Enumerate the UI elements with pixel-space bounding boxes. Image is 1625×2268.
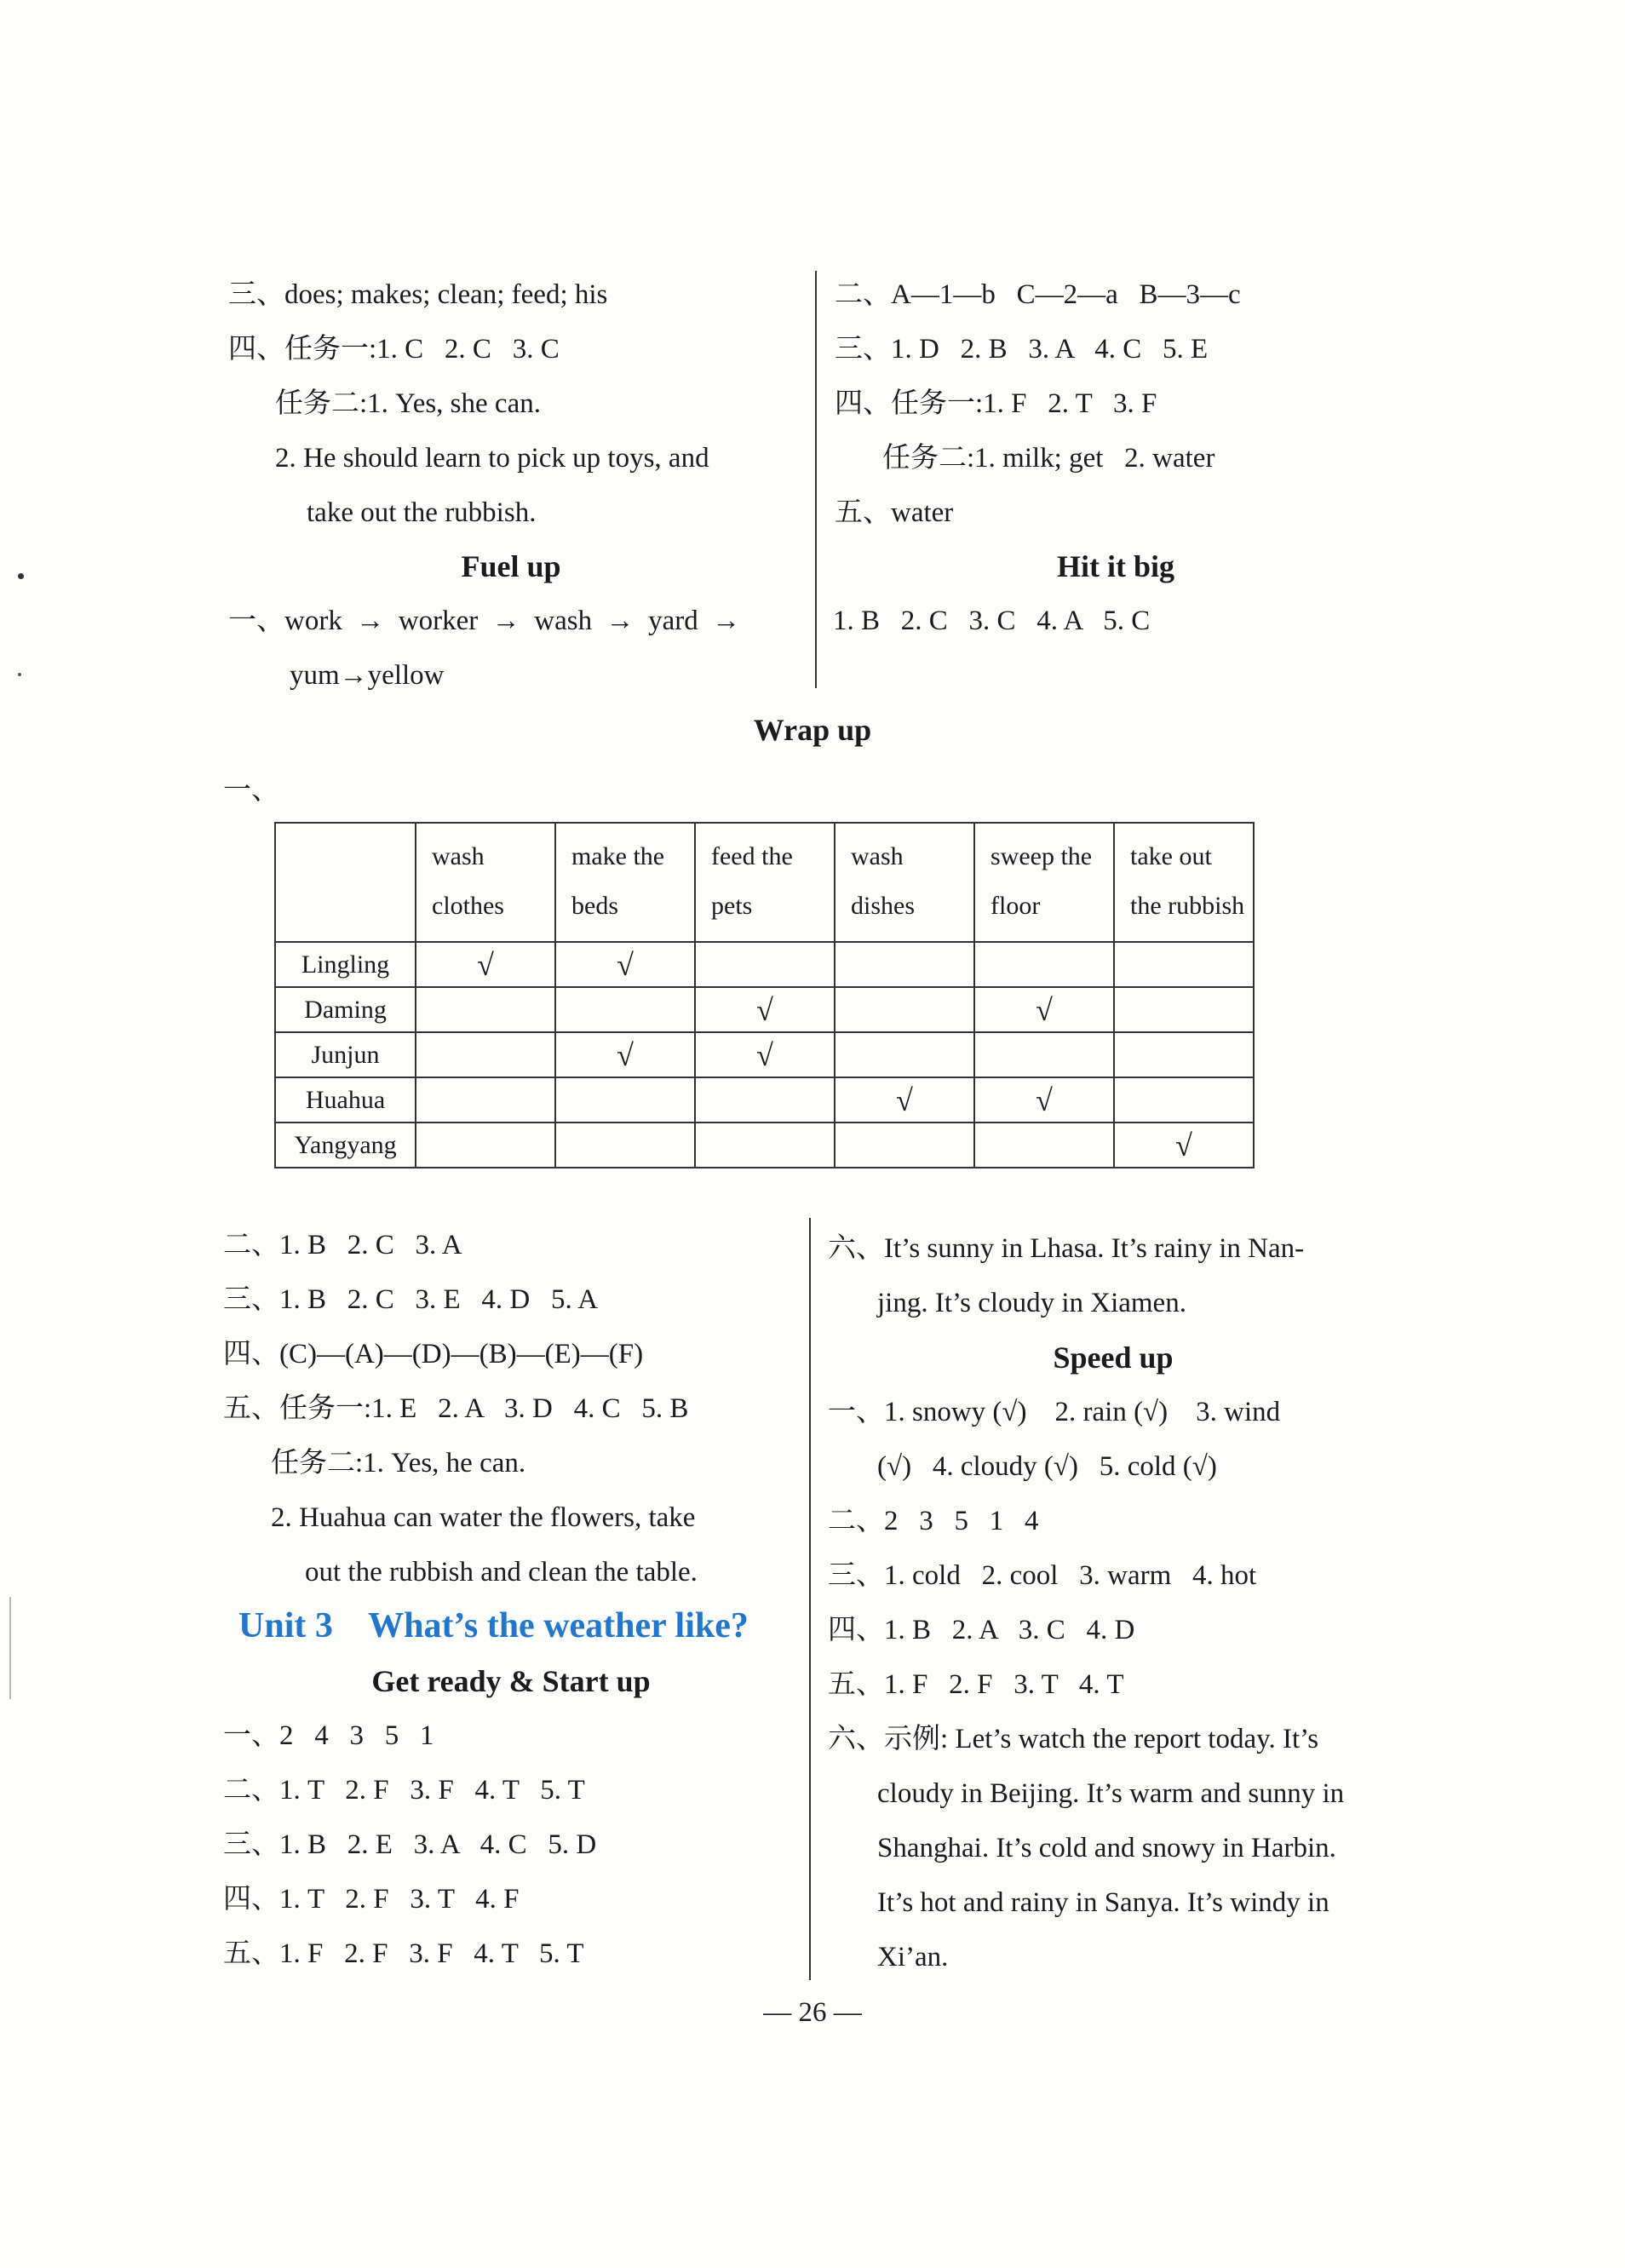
section-heading-get-ready: Get ready & Start up <box>371 1664 651 1698</box>
table-row <box>275 942 1254 987</box>
check-mark-icon: √ <box>896 1082 913 1117</box>
check-cell <box>555 1077 695 1123</box>
answer-line: 三、1. cold 2. cool 3. warm 4. hot <box>828 1560 1257 1591</box>
table-header-row <box>275 823 1254 942</box>
section-heading-hit-it-big: Hit it big <box>1056 549 1174 583</box>
column-divider <box>809 1218 811 1980</box>
page-number: — 26 — <box>763 1997 862 2028</box>
answer-line: 四、任务一:1. C 2. C 3. C <box>228 334 560 365</box>
check-mark-icon: √ <box>756 992 773 1027</box>
check-cell <box>416 942 555 987</box>
check-mark-icon: √ <box>1036 992 1053 1027</box>
check-cell <box>695 1123 835 1168</box>
check-cell <box>555 1032 695 1077</box>
check-cell <box>974 1123 1114 1168</box>
row-name-cell: Junjun <box>275 1032 416 1077</box>
answer-line: 三、does; makes; clean; feed; his <box>228 279 608 310</box>
answer-line: 一、work → worker → wash → yard → <box>228 606 741 636</box>
check-cell <box>1114 987 1254 1032</box>
answer-line: 三、1. D 2. B 3. A 4. C 5. E <box>835 334 1209 365</box>
table-row <box>275 987 1254 1032</box>
answer-line: 二、A—1—b C—2—a B—3—c <box>835 279 1241 310</box>
answer-line: 二、2 3 5 1 4 <box>828 1506 1039 1536</box>
answer-line: 六、示例: Let’s watch the report today. It’s <box>828 1724 1319 1754</box>
answer-line: 一、1. snowy (√) 2. rain (√) 3. wind <box>828 1397 1281 1427</box>
header-blank-cell <box>275 823 416 942</box>
answer-line: yum→yellow <box>290 660 445 691</box>
check-cell <box>555 942 695 987</box>
answer-line: Shanghai. It’s cold and snowy in Harbin. <box>877 1833 1336 1863</box>
check-cell <box>695 1032 835 1077</box>
check-cell <box>416 987 555 1032</box>
answer-line: 1. B 2. C 3. C 4. A 5. C <box>833 606 1151 636</box>
header-cell: sweep the floor <box>974 823 1114 942</box>
unit-title: Unit 3 What’s the weather like? <box>238 1606 749 1645</box>
answer-line: take out the rubbish. <box>307 497 537 528</box>
chores-table <box>274 822 1255 1168</box>
answer-line: 三、1. B 2. C 3. E 4. D 5. A <box>223 1284 599 1315</box>
header-cell: take out the rubbish <box>1114 823 1254 942</box>
check-cell <box>835 1032 974 1077</box>
answer-line: 五、water <box>835 497 954 528</box>
section-number: 一、 <box>223 775 279 806</box>
answer-line: 任务二:1. milk; get 2. water <box>882 443 1215 474</box>
row-name-cell: Huahua <box>275 1077 416 1123</box>
header-cell: wash dishes <box>835 823 974 942</box>
check-cell <box>835 942 974 987</box>
check-mark-icon: √ <box>1036 1082 1053 1117</box>
answer-line: jing. It’s cloudy in Xiamen. <box>877 1288 1186 1318</box>
scan-mark <box>9 1597 11 1699</box>
answer-line: 四、1. T 2. F 3. T 4. F <box>223 1884 520 1915</box>
table-row <box>275 1077 1254 1123</box>
answer-line: 四、1. B 2. A 3. C 4. D <box>828 1615 1135 1645</box>
check-cell <box>1114 1123 1254 1168</box>
check-cell <box>416 1123 555 1168</box>
check-cell <box>555 987 695 1032</box>
check-mark-icon: √ <box>617 1037 634 1072</box>
check-cell <box>1114 942 1254 987</box>
answer-line: 2. He should learn to pick up toys, and <box>275 443 709 474</box>
check-cell <box>974 1077 1114 1123</box>
check-cell <box>835 987 974 1032</box>
check-cell <box>416 1077 555 1123</box>
answer-line: 二、1. B 2. C 3. A <box>223 1230 462 1260</box>
check-cell <box>1114 1077 1254 1123</box>
answer-line: 五、1. F 2. F 3. F 4. T 5. T <box>223 1938 584 1969</box>
answer-line: (√) 4. cloudy (√) 5. cold (√) <box>877 1451 1217 1482</box>
column-divider <box>815 271 817 688</box>
check-cell <box>1114 1032 1254 1077</box>
check-cell <box>835 1123 974 1168</box>
answer-line: It’s hot and rainy in Sanya. It’s windy in <box>877 1887 1329 1918</box>
section-heading-fuel-up: Fuel up <box>461 549 561 583</box>
row-name-cell: Yangyang <box>275 1123 416 1168</box>
answer-line: 四、(C)—(A)—(D)—(B)—(E)—(F) <box>223 1339 644 1369</box>
answer-line: cloudy in Beijing. It’s warm and sunny in <box>877 1778 1345 1809</box>
table-row <box>275 1123 1254 1168</box>
table-row <box>275 1032 1254 1077</box>
check-cell <box>555 1123 695 1168</box>
header-cell: make the beds <box>555 823 695 942</box>
answer-line: 六、It’s sunny in Lhasa. It’s rainy in Nan- <box>828 1233 1305 1264</box>
scan-mark <box>18 673 21 676</box>
header-cell: feed the pets <box>695 823 835 942</box>
check-cell <box>974 942 1114 987</box>
section-heading-speed-up: Speed up <box>1053 1341 1174 1375</box>
check-mark-icon: √ <box>617 947 634 982</box>
check-mark-icon: √ <box>756 1037 773 1072</box>
answer-line: 二、1. T 2. F 3. F 4. T 5. T <box>223 1775 585 1806</box>
check-cell <box>695 942 835 987</box>
header-cell: wash clothes <box>416 823 555 942</box>
answer-line: 五、1. F 2. F 3. T 4. T <box>828 1669 1124 1700</box>
check-cell <box>835 1077 974 1123</box>
answer-line: 2. Huahua can water the flowers, take <box>271 1502 696 1533</box>
check-mark-icon: √ <box>1175 1128 1192 1163</box>
check-cell <box>416 1032 555 1077</box>
scan-mark <box>18 573 24 579</box>
answer-line: out the rubbish and clean the table. <box>305 1557 698 1588</box>
answer-line: 任务二:1. Yes, she can. <box>275 388 541 419</box>
check-cell <box>695 987 835 1032</box>
check-cell <box>974 1032 1114 1077</box>
row-name-cell: Daming <box>275 987 416 1032</box>
answer-line: 四、任务一:1. F 2. T 3. F <box>835 388 1157 419</box>
check-cell <box>974 987 1114 1032</box>
row-name-cell: Lingling <box>275 942 416 987</box>
check-mark-icon: √ <box>477 947 494 982</box>
check-cell <box>695 1077 835 1123</box>
answer-line: 任务二:1. Yes, he can. <box>271 1448 526 1479</box>
answer-line: 三、1. B 2. E 3. A 4. C 5. D <box>223 1829 597 1860</box>
answer-line: 一、2 4 3 5 1 <box>223 1720 434 1751</box>
answer-line: 五、任务一:1. E 2. A 3. D 4. C 5. B <box>223 1393 689 1424</box>
answer-line: Xi’an. <box>877 1942 949 1972</box>
section-heading-wrap-up: Wrap up <box>753 713 872 747</box>
